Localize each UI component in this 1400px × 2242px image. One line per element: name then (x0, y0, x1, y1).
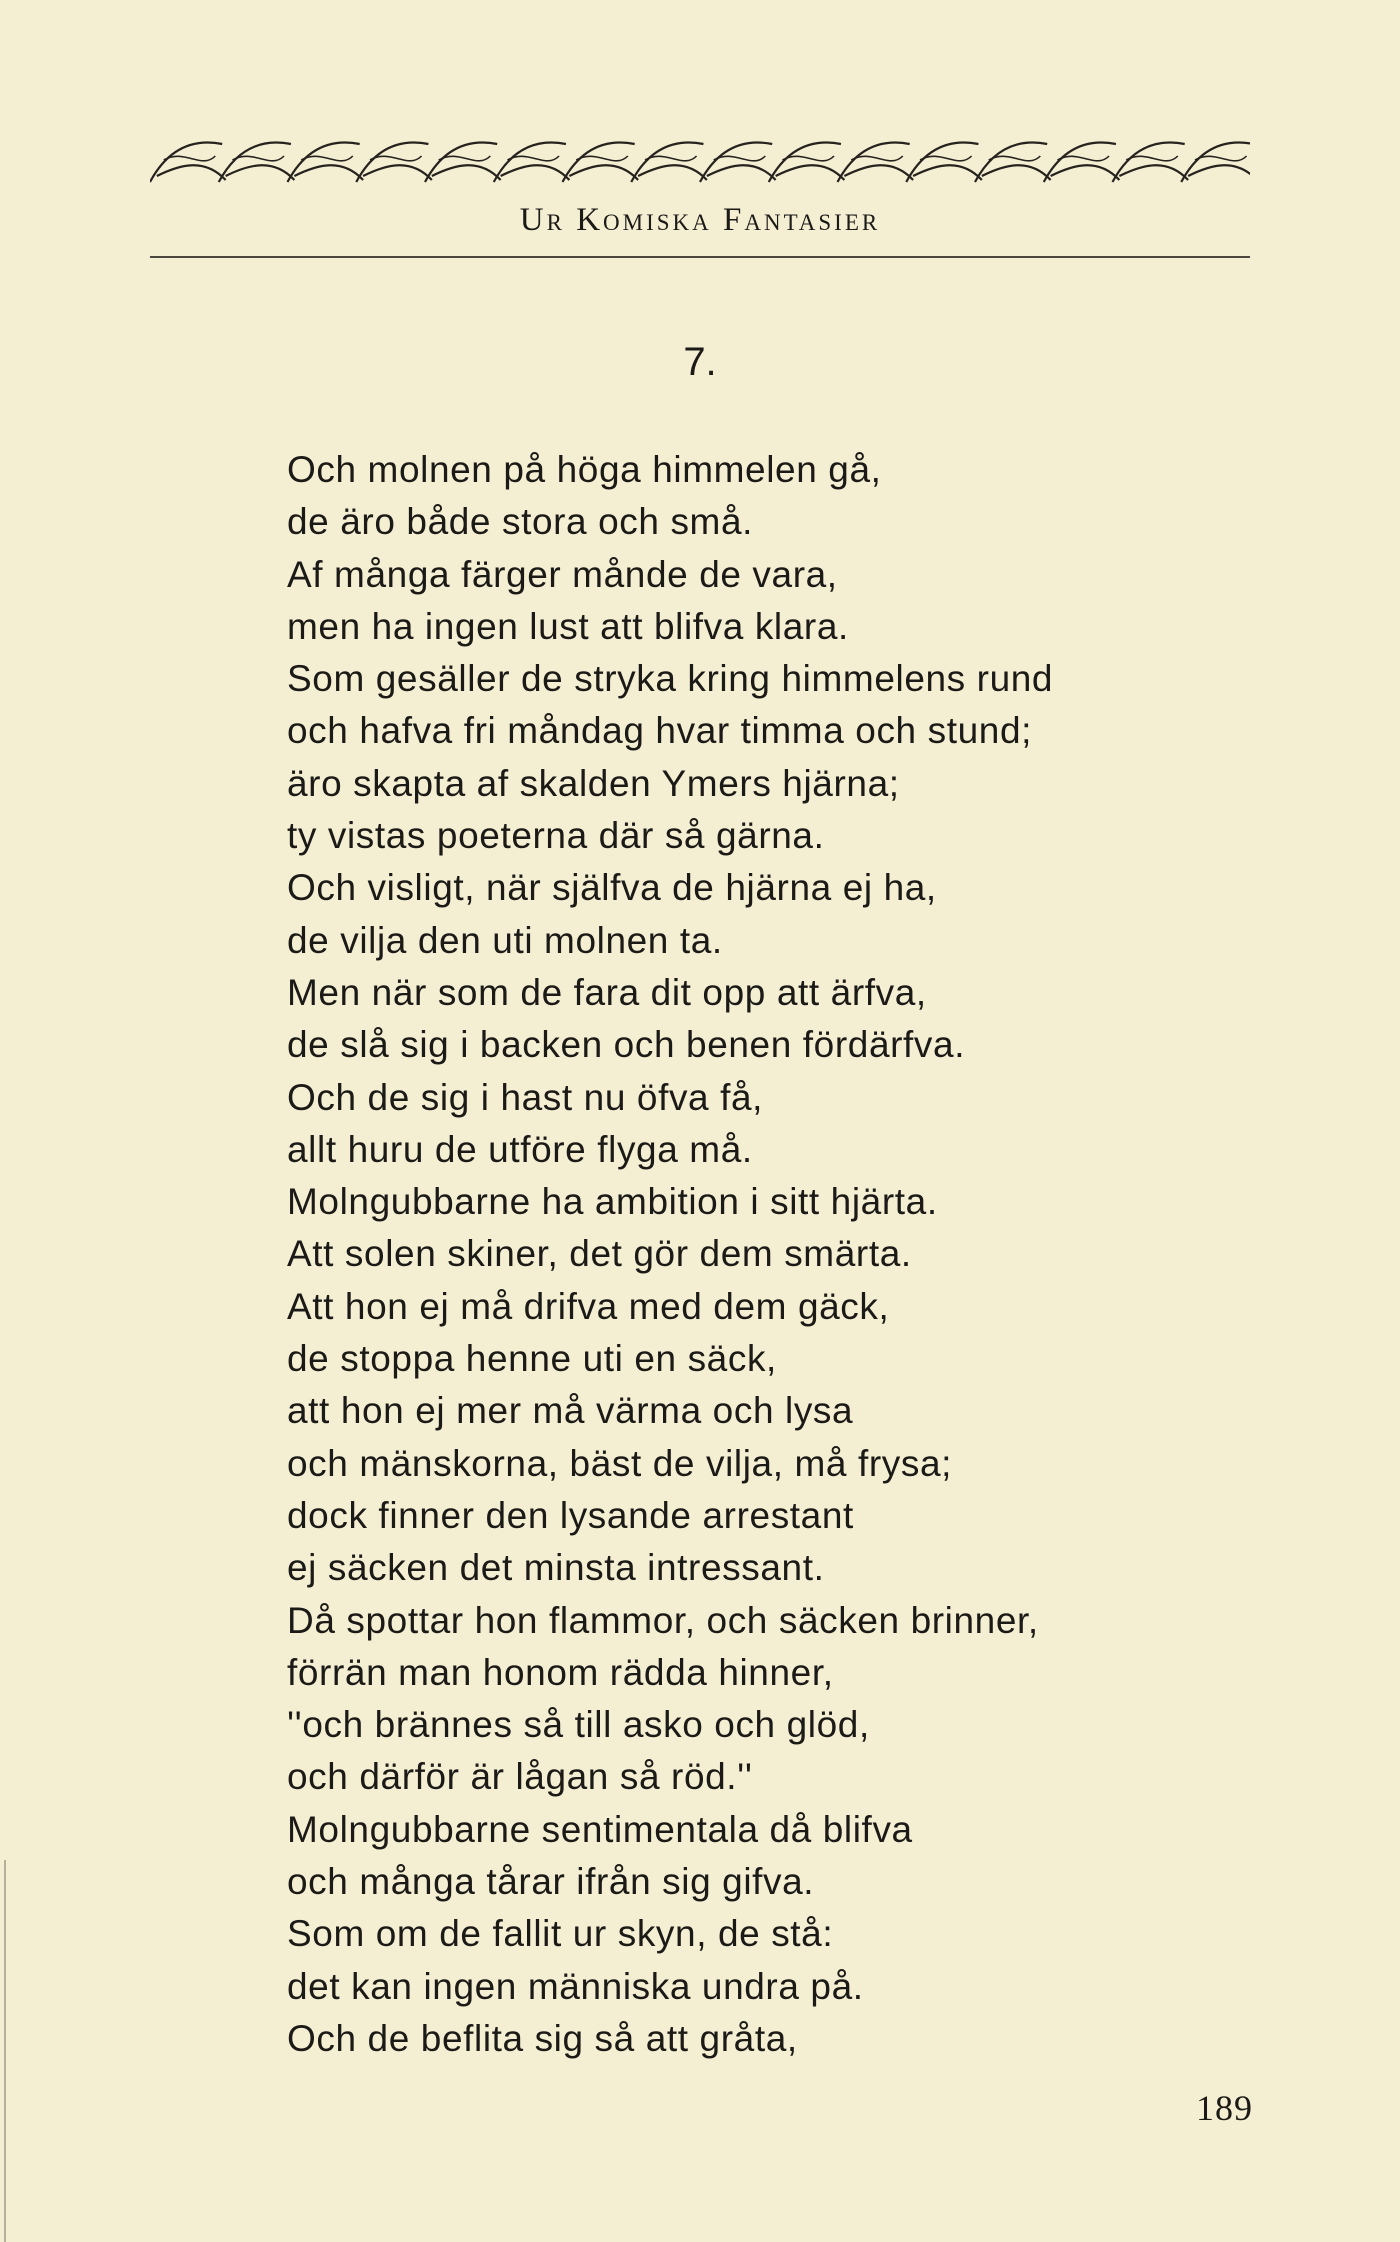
poem-line: äro skapta af skalden Ymers hjärna; (287, 762, 900, 804)
poem-line: ty vistas poeterna där så gärna. (287, 815, 825, 857)
poem-line: Och de sig i hast nu öfva få, (287, 1076, 764, 1118)
poem-line: de slå sig i backen och benen fördärfva. (287, 1024, 966, 1066)
page-edge-shadow (4, 1860, 6, 2242)
poem-line: och därför är lågan så röd.'' (287, 1756, 753, 1798)
poem-line: Och visligt, när själfva de hjärna ej ha, (287, 867, 937, 909)
poem-line: och många tårar ifrån sig gifva. (287, 1861, 815, 1903)
poem-line: de stoppa henne uti en säck, (287, 1338, 777, 1380)
poem-line: de vilja den uti molnen ta. (287, 919, 723, 961)
poem-line: Molngubbarne ha ambition i sitt hjärta. (287, 1181, 938, 1223)
poem (287, 444, 1287, 2065)
interlace-ornament-icon (150, 130, 1250, 192)
poem-line: Som om de fallit ur skyn, de stå: (287, 1913, 834, 1955)
poem-line: ''och brännes så till asko och glöd, (287, 1704, 870, 1746)
poem-line: Då spottar hon flammor, och säcken brinner, (287, 1599, 1039, 1641)
poem-line: ej säcken det minsta intressant. (287, 1547, 825, 1589)
poem-line: allt huru de utföre flyga må. (287, 1128, 753, 1170)
poem-line: de äro både stora och små. (287, 501, 754, 543)
poem-line: Men när som de fara dit opp att ärfva, (287, 971, 927, 1013)
running-head: Ur Komiska Fantasier (519, 202, 881, 238)
poem-line: men ha ingen lust att blifva klara. (287, 605, 849, 647)
poem-line: det kan ingen människa undra på. (287, 1965, 864, 2007)
poem-line: och hafva fri måndag hvar timma och stund; (287, 710, 1033, 752)
poem-line: och mänskorna, bäst de vilja, må frysa; (287, 1442, 953, 1484)
poem-line: Som gesäller de stryka kring himmelens rund (287, 658, 1054, 700)
poem-line: Att solen skiner, det gör dem smärta. (287, 1233, 912, 1275)
poem-line: dock finner den lysande arrestant (287, 1494, 854, 1536)
poem-line: att hon ej mer må värma och lysa (287, 1390, 854, 1432)
poem-line: förrän man honom rädda hinner, (287, 1651, 834, 1693)
poem-line: Af många färger månde de vara, (287, 553, 838, 595)
poem-line: Och molnen på höga himmelen gå, (287, 449, 882, 490)
section-number: 7. (683, 340, 717, 384)
header-rule (150, 256, 1250, 258)
poem-line: Och de beflita sig så att gråta, (287, 2017, 798, 2059)
poem-line: Att hon ej må drifva med dem gäck, (287, 1285, 890, 1327)
page-number: 189 (1196, 2088, 1253, 2128)
poem-line: Molngubbarne sentimentala då blifva (287, 1808, 913, 1850)
